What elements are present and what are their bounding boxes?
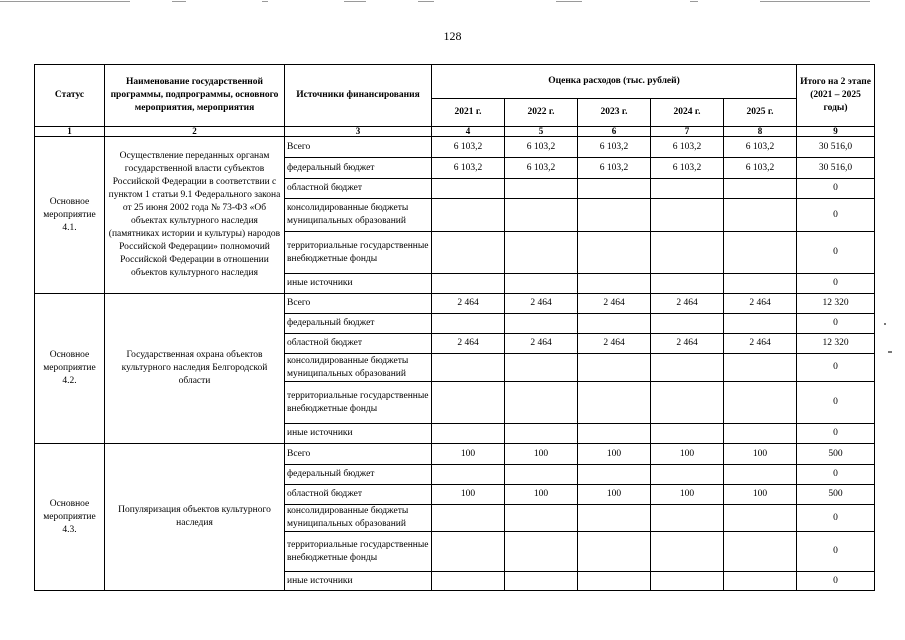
- total-value: 0: [797, 572, 875, 591]
- year-value: [724, 382, 797, 424]
- year-value: [724, 505, 797, 532]
- column-number: 3: [285, 127, 432, 137]
- year-value: [578, 424, 651, 444]
- total-value: 0: [797, 274, 875, 294]
- year-value: [432, 382, 505, 424]
- funding-source: иные источники: [285, 572, 432, 591]
- year-value: [432, 232, 505, 274]
- year-value: [432, 354, 505, 382]
- year-value: [505, 572, 578, 591]
- year-value: 6 103,2: [724, 158, 797, 179]
- year-value: [724, 424, 797, 444]
- year-value: 2 464: [432, 294, 505, 314]
- header-name: Наименование государственной программы, подпрограммы, основного мероприятия, мероприятия: [105, 65, 285, 127]
- table-row: [35, 137, 875, 158]
- year-value: [432, 179, 505, 199]
- year-value: 100: [432, 444, 505, 465]
- year-value: [578, 232, 651, 274]
- year-value: [651, 465, 724, 485]
- year-value: 100: [505, 485, 578, 505]
- header-year: 2024 г.: [651, 99, 724, 127]
- year-value: [651, 274, 724, 294]
- year-value: [724, 572, 797, 591]
- year-value: 2 464: [505, 294, 578, 314]
- year-value: [578, 354, 651, 382]
- year-value: 6 103,2: [432, 158, 505, 179]
- year-value: [724, 232, 797, 274]
- column-number: 5: [505, 127, 578, 137]
- total-value: 0: [797, 232, 875, 274]
- year-value: [505, 179, 578, 199]
- year-value: [651, 572, 724, 591]
- year-value: 6 103,2: [578, 158, 651, 179]
- total-value: 30 516,0: [797, 158, 875, 179]
- year-value: [432, 532, 505, 572]
- year-value: [505, 424, 578, 444]
- activity-name: Государственная охрана объектов культурного наследия Белгородской области: [105, 294, 285, 444]
- total-value: 12 320: [797, 334, 875, 354]
- year-value: 100: [651, 444, 724, 465]
- activity-status: Основное мероприятие 4.1.: [35, 137, 105, 294]
- year-value: [724, 314, 797, 334]
- year-value: [505, 382, 578, 424]
- column-number: 8: [724, 127, 797, 137]
- year-value: [578, 572, 651, 591]
- header-year: 2023 г.: [578, 99, 651, 127]
- total-value: 0: [797, 505, 875, 532]
- total-value: 0: [797, 465, 875, 485]
- column-number: 9: [797, 127, 875, 137]
- year-value: 6 103,2: [651, 158, 724, 179]
- year-value: 2 464: [432, 334, 505, 354]
- funding-source: территориальные государственные внебюджетные фонды: [285, 232, 432, 274]
- total-value: 0: [797, 314, 875, 334]
- scan-speck: [884, 323, 886, 325]
- year-value: [651, 532, 724, 572]
- year-value: [724, 274, 797, 294]
- total-value: 30 516,0: [797, 137, 875, 158]
- year-value: 6 103,2: [724, 137, 797, 158]
- table-row: [35, 294, 875, 314]
- total-value: 12 320: [797, 294, 875, 314]
- year-value: [432, 199, 505, 232]
- activity-status: Основное мероприятие 4.3.: [35, 444, 105, 591]
- total-value: 500: [797, 485, 875, 505]
- funding-source: Всего: [285, 137, 432, 158]
- scan-top-marks: [0, 0, 905, 6]
- year-value: 2 464: [505, 334, 578, 354]
- year-value: [578, 505, 651, 532]
- column-number: 2: [105, 127, 285, 137]
- year-value: 2 464: [724, 334, 797, 354]
- year-value: [432, 465, 505, 485]
- funding-source: консолидированные бюджеты муниципальных образований: [285, 505, 432, 532]
- year-value: [432, 505, 505, 532]
- year-value: [651, 179, 724, 199]
- column-number: 1: [35, 127, 105, 137]
- total-value: 0: [797, 354, 875, 382]
- year-value: [505, 465, 578, 485]
- year-value: 6 103,2: [651, 137, 724, 158]
- year-value: [724, 532, 797, 572]
- year-value: [505, 232, 578, 274]
- year-value: 6 103,2: [505, 137, 578, 158]
- year-value: [724, 354, 797, 382]
- total-value: 0: [797, 424, 875, 444]
- year-value: [578, 465, 651, 485]
- year-value: [651, 354, 724, 382]
- year-value: 2 464: [651, 334, 724, 354]
- year-value: [651, 199, 724, 232]
- year-value: [505, 505, 578, 532]
- year-value: [651, 314, 724, 334]
- funding-source: иные источники: [285, 274, 432, 294]
- year-value: 100: [724, 485, 797, 505]
- funding-source: иные источники: [285, 424, 432, 444]
- year-value: [432, 274, 505, 294]
- year-value: [432, 572, 505, 591]
- funding-source: федеральный бюджет: [285, 465, 432, 485]
- year-value: [578, 199, 651, 232]
- page-number: 128: [443, 29, 462, 43]
- header-total: Итого на 2 этапе (2021 – 2025 годы): [797, 65, 875, 127]
- year-value: [578, 532, 651, 572]
- year-value: 100: [578, 444, 651, 465]
- year-value: [651, 232, 724, 274]
- total-value: 0: [797, 532, 875, 572]
- header-status: Статус: [35, 65, 105, 127]
- year-value: 2 464: [724, 294, 797, 314]
- year-value: [505, 199, 578, 232]
- total-value: 0: [797, 179, 875, 199]
- year-value: [505, 314, 578, 334]
- scan-speck: [888, 351, 892, 353]
- year-value: [651, 505, 724, 532]
- funding-source: Всего: [285, 444, 432, 465]
- year-value: 6 103,2: [578, 137, 651, 158]
- year-value: [724, 179, 797, 199]
- funding-source: Всего: [285, 294, 432, 314]
- year-value: [724, 465, 797, 485]
- year-value: 100: [505, 444, 578, 465]
- year-value: 100: [651, 485, 724, 505]
- total-value: 0: [797, 199, 875, 232]
- activity-name: Осуществление переданных органам государственной власти субъектов Российской Федерации в соответствии с пунктом 1 статьи 9.1 Федерального закона от 25 июня 2002 года № 73-ФЗ «Об объектах культурного наследия (памятниках истории и культуры) народов Российской Федерации» полномочий Российской Федерации в отношении объектов культурного наследия: [105, 137, 285, 294]
- table-row: [35, 444, 875, 465]
- year-value: [651, 382, 724, 424]
- header-year: 2025 г.: [724, 99, 797, 127]
- table-header: [35, 65, 875, 137]
- total-value: 0: [797, 382, 875, 424]
- year-value: [578, 179, 651, 199]
- year-value: [578, 382, 651, 424]
- year-value: [651, 424, 724, 444]
- year-value: [432, 424, 505, 444]
- funding-source: федеральный бюджет: [285, 158, 432, 179]
- year-value: 2 464: [578, 334, 651, 354]
- funding-source: областной бюджет: [285, 485, 432, 505]
- year-value: [505, 532, 578, 572]
- total-value: 500: [797, 444, 875, 465]
- year-value: 2 464: [651, 294, 724, 314]
- year-value: [505, 274, 578, 294]
- funding-source: федеральный бюджет: [285, 314, 432, 334]
- funding-source: консолидированные бюджеты муниципальных образований: [285, 354, 432, 382]
- year-value: 100: [724, 444, 797, 465]
- year-value: 2 464: [578, 294, 651, 314]
- funding-source: консолидированные бюджеты муниципальных образований: [285, 199, 432, 232]
- column-number: 4: [432, 127, 505, 137]
- year-value: [578, 274, 651, 294]
- funding-source: территориальные государственные внебюджетные фонды: [285, 532, 432, 572]
- year-value: 6 103,2: [432, 137, 505, 158]
- funding-source: областной бюджет: [285, 334, 432, 354]
- year-value: [578, 314, 651, 334]
- year-value: 6 103,2: [505, 158, 578, 179]
- column-number: 7: [651, 127, 724, 137]
- activity-status: Основное мероприятие 4.2.: [35, 294, 105, 444]
- activity-name: Популяризация объектов культурного наследия: [105, 444, 285, 591]
- funding-source: территориальные государственные внебюджетные фонды: [285, 382, 432, 424]
- header-year: 2022 г.: [505, 99, 578, 127]
- budget-table: [34, 64, 875, 591]
- column-number: 6: [578, 127, 651, 137]
- funding-source: областной бюджет: [285, 179, 432, 199]
- year-value: 100: [578, 485, 651, 505]
- table-body: [35, 137, 875, 591]
- year-value: [432, 314, 505, 334]
- header-estimate: Оценка расходов (тыс. рублей): [432, 65, 797, 99]
- year-value: 100: [432, 485, 505, 505]
- header-year: 2021 г.: [432, 99, 505, 127]
- year-value: [505, 354, 578, 382]
- header-sources: Источники финансирования: [285, 65, 432, 127]
- year-value: [724, 199, 797, 232]
